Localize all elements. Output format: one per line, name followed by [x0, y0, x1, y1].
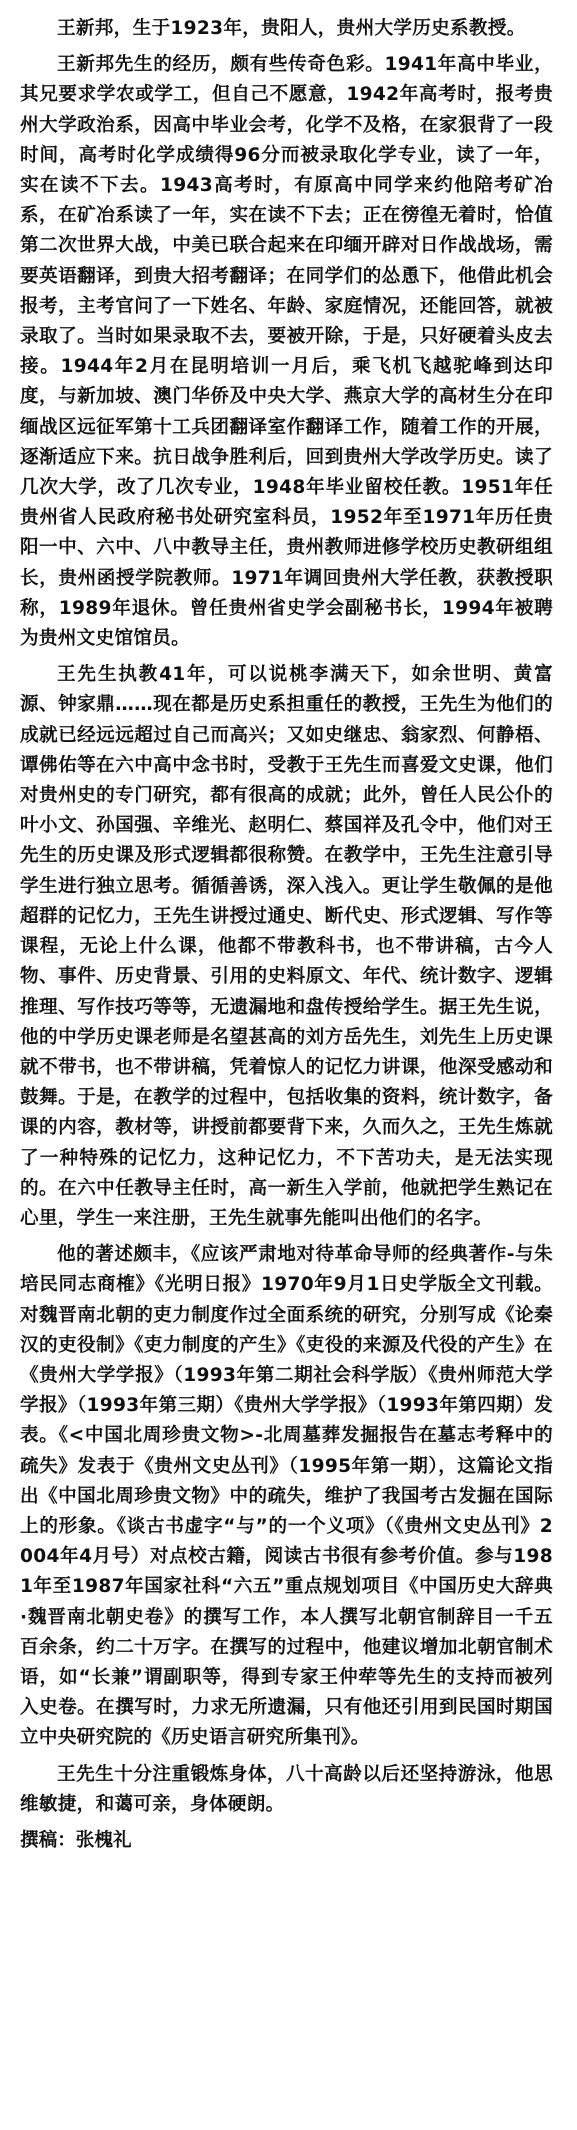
paragraph-intro: 王新邦，生于1923年，贵阳人，贵州大学历史系教授。 — [57, 18, 526, 39]
paragraph-teaching: 王先生执教41年，可以说桃李满天下，如余世明、黄富源、钟家鼎……现在都是历史系担重任的教授，王先生为他们的成就已经远远超过自己而高兴；又如史继忠、翁家烈、何静梧、谭佛佑等在六中高中念书时，受教于王先生而喜爱文史课，他们对贵州史的专门研究，都有很高的成就；此外，曾任人民公仆的叶小文、孙国强、辛维光、赵明仁、蔡国祥及孔令中，他们对王先生的历史课及形式逻辑都很称赞。在教学中，王先生注意引导学生进行独立思考。循循善诱，深入浅入。更让学生敬佩的是他超群的记忆力，王先生讲授过通史、断代史、形式逻辑、写作等课程，无论上什么课，他都不带教科书，也不带讲稿，古今人物、事件、历史背景、引用的史料原文、年代、统计数字、逻辑推理、写作技巧等等，无遗漏地和盘传授给学生。据王先生说，他的中学历史课老师是名望甚高的刘方岳先生，刘先生上历史课就不带书，也不带讲稿，凭着惊人的记忆力讲课，他深受感动和鼓舞。于是，在教学的过程中，包括收集的资料，统计数字，备课的内容，教材等，讲授前都要背下来，久而久之，王先生炼就了一种特殊的记忆力，这种记忆力，不下苦功夫，是无法实现的。在六中任教导主任时，高一新生入学前，他就把学生熟记在心里，学生一来注册，王先生就事先能叫出他们的名字。 — [20, 664, 553, 1229]
paragraph-publications: 他的著述颇丰，《应该严肃地对待革命导师的经典著作-与朱培民同志商榷》《光明日报》1970年9月1日史学版全文刊载。对魏晋南北朝的吏力制度作过全面系统的研究，分别写成《论秦汉的吏役制》《吏力制度的产生》《吏役的来源及代役的产生》在《贵州大学学报》（1993年第二期社会科学版）《贵州师范大学学报》（1993年第三期）《贵州大学学报》（1993年第四期）发表。《<中国北周珍贵文物>-北周墓葬发掘报告在墓志考释中的疏失》发表于《贵州文史丛刊》（1995年第一期），这篇论文指出《中国北周珍贵文物》中的疏失，维护了我国考古发掘在国际上的形象。《谈古书虚字“与”的一个义项》（《贵州文史丛刊》2004年4月号）对点校古籍，阅读古书很有参考价值。参与1981年至1987年国家社科“六五”重点规划项目《中国历史大辞典·魏晋南北朝史卷》的撰写工作，本人撰写北朝官制辞目一千五百余条，约二十万字。在撰写的过程中，他建议增加北朝官制术语，如“长兼”谓副职等，得到专家王仲荦等先生的支持而被列入史卷。在撰写时，力求无所遗漏，只有他还引用到民国时期国立中央研究院的《历史语言研究所集刊》。 — [20, 1244, 553, 1749]
author-byline: 撰稿：张槐礼 — [20, 1829, 132, 1851]
paragraph-biography: 王新邦先生的经历，颇有些传奇色彩。1941年高中毕业，其兄要求学农或学工，但自己不愿意，1942年高考时，报考贵州大学政治系，因高中毕业会考，化学不及格，在家狠背了一段时间，高考时化学成绩得96分而被录取化学专业，读了一年，实在读不下去。1943高考时，有原高中同学来约他陪考矿冶系，在矿冶系读了一年，实在读不下去；正在徬徨无着时，恰值第二次世界大战，中美已联合起来在印缅开辟对日作战战场，需要英语翻译，到贵大招考翻译；在同学们的怂恿下，他借此机会报考，主考官问了一下姓名、年龄、家庭情况，还能回答，就被录取了。当时如果录取不去，要被开除，于是，只好硬着头皮去接。1944年2月在昆明培训一月后，乘飞机飞越驼峰到达印度，与新加坡、澳门华侨及中央大学、燕京大学的高材生分在印缅战区远征军第十工兵团翻译室作翻译工作，随着工作的开展，逐渐适应下来。抗日战争胜利后，回到贵州大学改学历史。读了几次大学，改了几次专业，1948年毕业留校任教。1951年任贵州省人民政府秘书处研究室科员，1952年至1971年历任贵阳一中、六中、八中教导主任，贵州教师进修学校历史教研组组长，贵州函授学院教师。1971年调回贵州大学任教，获教授职称，1989年退休。曾任贵州省史学会副秘书长，1994年被聘为贵州文史馆馆员。 — [20, 54, 553, 650]
paragraph-health: 王先生十分注重锻炼身体，八十高龄以后还坚持游泳，他思维敏捷，和蔼可亲，身体硬朗。 — [20, 1763, 553, 1815]
